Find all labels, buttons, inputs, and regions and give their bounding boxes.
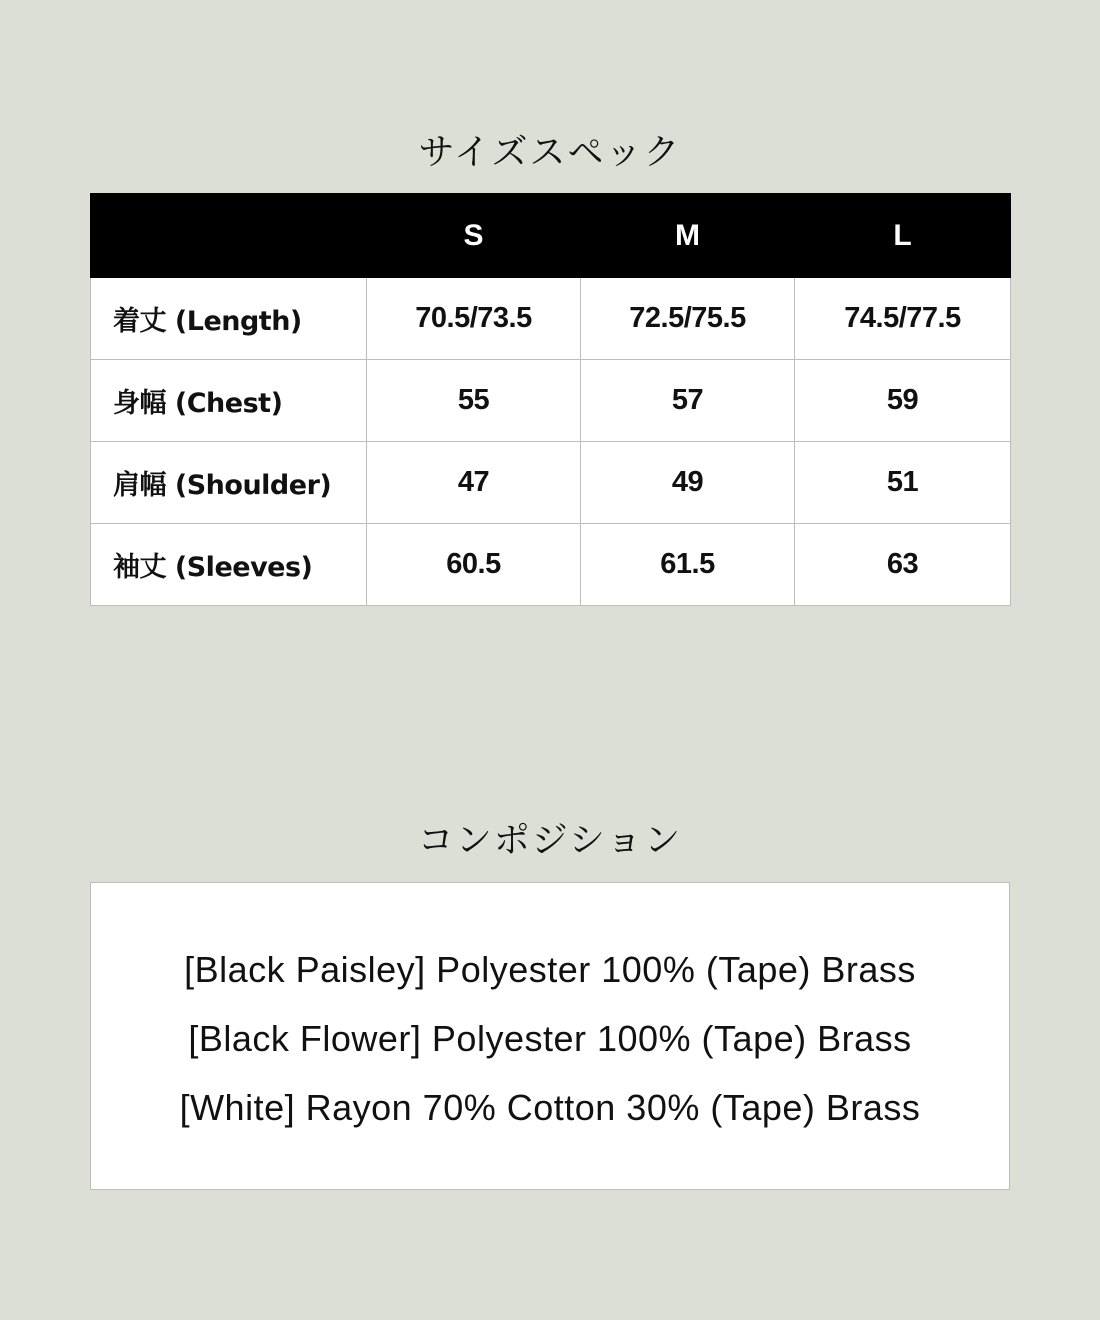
composition-line-white: [White] Rayon 70% Cotton 30% (Tape) Brass xyxy=(179,1087,921,1128)
shoulder-s: 47 xyxy=(367,442,581,524)
composition-box xyxy=(90,882,1010,1190)
header-cell-s: S xyxy=(367,194,581,278)
length-l: 74.5/77.5 xyxy=(795,278,1011,360)
sleeves-m: 61.5 xyxy=(581,524,795,606)
composition-line-black-flower: [Black Flower] Polyester 100% (Tape) Brass xyxy=(188,1018,912,1059)
row-label-sleeves: 袖丈 (Sleeves) xyxy=(91,524,367,606)
size-spec-table xyxy=(90,193,1011,606)
table-row xyxy=(91,278,1011,360)
size-header-row xyxy=(91,194,1011,278)
header-cell-l: L xyxy=(795,194,1011,278)
row-label-shoulder: 肩幅 (Shoulder) xyxy=(91,442,367,524)
chest-m: 57 xyxy=(581,360,795,442)
length-m: 72.5/75.5 xyxy=(581,278,795,360)
length-s: 70.5/73.5 xyxy=(367,278,581,360)
row-label-length: 着丈 (Length) xyxy=(91,278,367,360)
table-row xyxy=(91,442,1011,524)
sleeves-l: 63 xyxy=(795,524,1011,606)
composition-line-black-paisley: [Black Paisley] Polyester 100% (Tape) Brass xyxy=(184,949,916,990)
table-row xyxy=(91,524,1011,606)
size-spec-title: サイズスペック xyxy=(418,132,682,173)
header-cell-m: M xyxy=(581,194,795,278)
shoulder-m: 49 xyxy=(581,442,795,524)
header-cell-empty xyxy=(91,194,367,278)
table-row xyxy=(91,360,1011,442)
chest-l: 59 xyxy=(795,360,1011,442)
sleeves-s: 60.5 xyxy=(367,524,581,606)
composition-title: コンポジション xyxy=(417,820,683,861)
shoulder-l: 51 xyxy=(795,442,1011,524)
row-label-chest: 身幅 (Chest) xyxy=(91,360,367,442)
chest-s: 55 xyxy=(367,360,581,442)
composition-lines xyxy=(91,939,1009,1146)
